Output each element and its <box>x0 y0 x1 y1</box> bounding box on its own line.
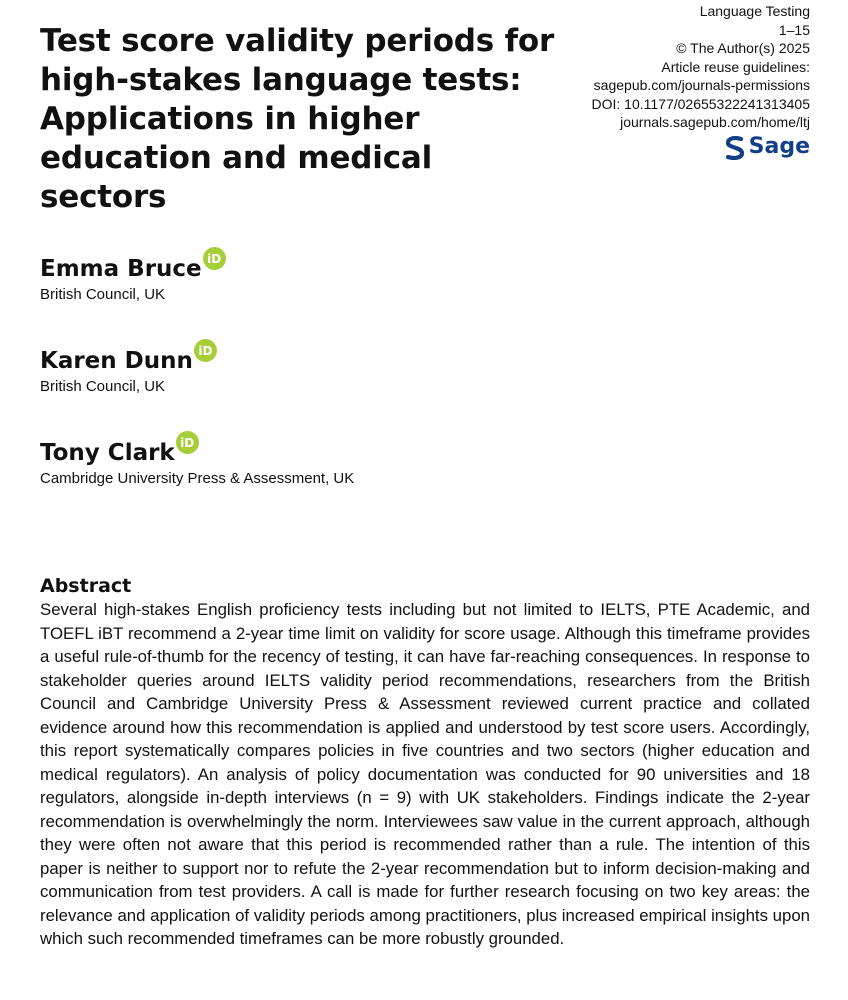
abstract-heading: Abstract <box>40 575 132 597</box>
publisher-name: Sage <box>748 134 810 160</box>
author-name-text: Emma Bruce <box>40 256 202 282</box>
sage-logo <box>725 136 810 160</box>
page-range: 1–15 <box>778 21 810 38</box>
journal-name: Language Testing <box>699 3 810 19</box>
author-name-text: Karen Dunn <box>40 348 193 374</box>
author-name <box>40 251 226 283</box>
article-title: Test score validity periods for high-stakes language tests: Applications in higher education and medical sectors <box>40 23 555 215</box>
reuse-link[interactable]: sagepub.com/journals-permissions <box>593 77 810 93</box>
author-name-text: Tony Clark <box>40 440 175 466</box>
doi[interactable]: DOI: 10.1177/02655322241313405 <box>591 95 810 112</box>
author-2 <box>40 343 217 397</box>
orcid-icon[interactable]: iD <box>176 431 199 454</box>
journal-url[interactable]: journals.sagepub.com/home/ltj <box>620 114 810 130</box>
author-affiliation: British Council, UK <box>40 378 166 395</box>
abstract-text: Several high-stakes English proficiency tests including but not limited to IELTS, PTE Academic, and TOEFL iBT recommend a 2-year time limit on validity for score usage. Although this timeframe provides a useful rule-of-thumb for the recency of testing, it can have far-reaching consequences. In response to stakeholder queries around IELTS validity period recommendations, researchers from the British Council and Cambridge University Press & Assessment reviewed current practice and collated evidence around how this recommendation is applied and understood by test score users. Accordingly, this report systematically compares policies in five countries and two sectors (higher education and medical regulators). An analysis of policy documentation was conducted for 90 universities and 18 regulators, alongside in-depth interviews (n = 9) with UK stakeholders. Findings indicate the 2-year recommendation is overwhelmingly the norm. Interviewees saw value in the current approach, although they were often not aware that this period is recommended rather than a rule. The intention of this paper is neither to support nor to refute the 2-year recommendation but to inform decision-making and communication from test providers. A call is made for further research focusing on two key areas: the relevance and application of validity periods among practitioners, plus increased empirical insights upon which such recommended timeframes can be more robustly grounded. <box>40 600 810 948</box>
sage-s-icon <box>725 136 745 160</box>
article-meta <box>592 2 811 164</box>
copyright: © The Author(s) 2025 <box>676 40 810 56</box>
author-affiliation: Cambridge University Press & Assessment, UK <box>40 470 355 487</box>
author-1 <box>40 251 226 305</box>
reuse-label: Article reuse guidelines: <box>661 58 810 75</box>
author-name <box>40 343 217 375</box>
orcid-icon[interactable]: iD <box>203 247 226 270</box>
author-affiliation: British Council, UK <box>40 286 166 303</box>
author-3 <box>40 435 355 489</box>
author-name <box>40 435 199 467</box>
orcid-icon[interactable]: iD <box>194 339 217 362</box>
